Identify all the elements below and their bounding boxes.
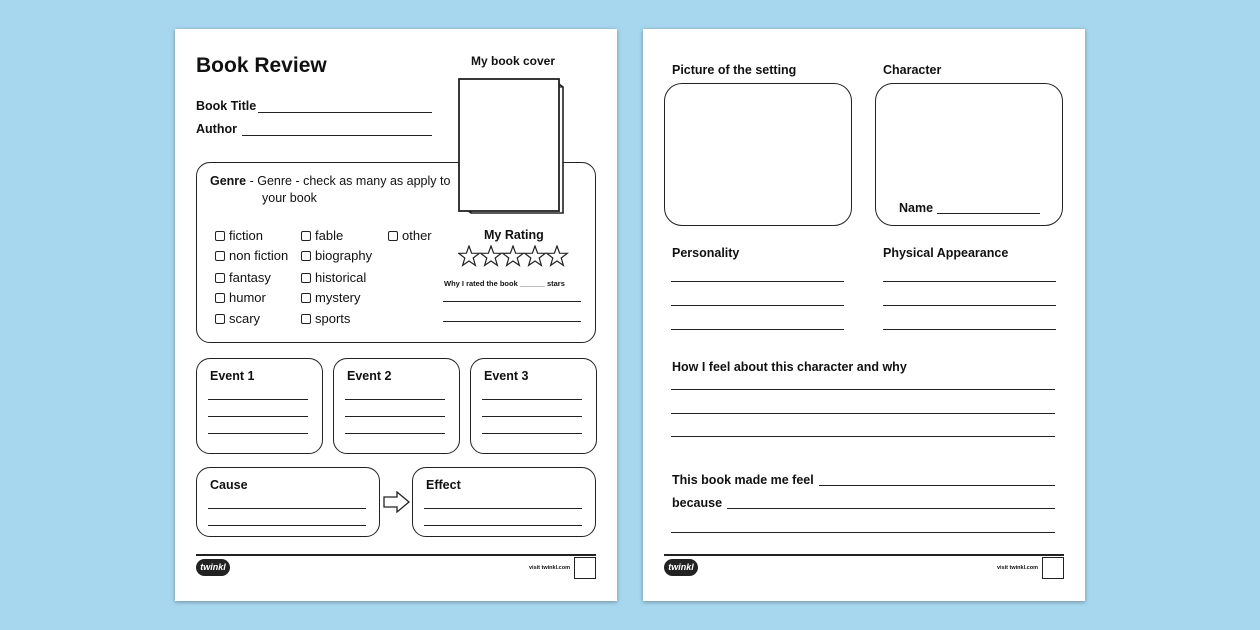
character-sheet [643,29,1085,601]
genre-heading-text: Genre - check as many as apply to [257,174,451,188]
star-outline-icon [459,246,480,265]
rating-prompt: Why I rated the book ______ stars [444,279,565,288]
effect-line[interactable] [424,508,582,509]
genre-fable[interactable] [301,228,343,243]
genre-fantasy[interactable] [215,270,271,285]
genre-fiction[interactable] [215,228,263,243]
appearance-label: Physical Appearance [883,246,1009,260]
event-1-line[interactable] [208,416,308,417]
genre-sports[interactable] [301,311,350,326]
appearance-line[interactable] [883,305,1056,306]
event-1-line[interactable] [208,399,308,400]
arrow-right-icon [383,491,411,513]
star-outline-icon [525,246,546,265]
because-line[interactable] [671,532,1055,533]
setting-label: Picture of the setting [672,63,797,77]
event-1-label: Event 1 [210,369,255,383]
event-2-line[interactable] [345,399,445,400]
cause-line[interactable] [208,508,366,509]
genre-label: sports [315,311,351,326]
event-3-label: Event 3 [484,369,529,383]
checkbox-icon[interactable] [215,273,225,283]
genre-label: fable [315,228,344,243]
feel-character-line[interactable] [671,389,1055,390]
checkbox-icon[interactable] [301,273,311,283]
event-3-line[interactable] [482,433,582,434]
checkbox-icon[interactable] [388,231,398,241]
event-2-line[interactable] [345,433,445,434]
checkbox-icon[interactable] [301,293,311,303]
genre-biography[interactable] [301,248,372,263]
name-label: Name [899,201,934,215]
genre-label: fiction [229,228,263,243]
genre-label: other [402,228,432,243]
cause-line[interactable] [208,525,366,526]
genre-non-fiction[interactable] [215,248,288,263]
cause-label: Cause [210,478,248,492]
event-2-line[interactable] [345,416,445,417]
checkbox-icon[interactable] [215,314,225,324]
genre-historical[interactable] [301,270,366,285]
personality-line[interactable] [671,329,844,330]
star-outline-icon [547,246,568,265]
book-title-line[interactable] [258,112,432,113]
genre-label: non fiction [229,248,289,263]
effect-label: Effect [426,478,461,492]
visit-twinkl-text: visit twinkl.com [529,565,570,571]
checkbox-icon[interactable] [215,251,225,261]
event-3-line[interactable] [482,399,582,400]
twinkl-logo: twinkl [196,559,230,576]
genre-heading: Genre - Genre - check as many as apply to [210,174,451,188]
cover-label: My book cover [471,54,556,68]
genre-label: biography [315,248,373,263]
twinkl-logo: twinkl [664,559,698,576]
twinkl-badge-icon [574,557,596,579]
genre-humor[interactable] [215,290,266,305]
checkbox-icon[interactable] [301,251,311,261]
book-title-label: Book Title [196,99,257,113]
genre-label: humor [229,290,266,305]
effect-line[interactable] [424,525,582,526]
event-1-line[interactable] [208,433,308,434]
genre-label: historical [315,270,367,285]
made-me-feel-label: This book made me feel [672,473,814,487]
book-cover-icon[interactable] [457,77,573,217]
checkbox-icon[interactable] [301,231,311,241]
setting-picture-box[interactable] [664,83,852,226]
checkbox-icon[interactable] [215,231,225,241]
appearance-line[interactable] [883,329,1056,330]
rating-line[interactable] [443,301,581,302]
genre-scary[interactable] [215,311,260,326]
checkbox-icon[interactable] [301,314,311,324]
twinkl-badge-icon [1042,557,1064,579]
author-line[interactable] [242,135,432,136]
footer-divider [196,554,596,556]
genre-other[interactable] [388,228,432,243]
event-2-label: Event 2 [347,369,392,383]
feel-character-label: How I feel about this character and why [672,360,907,374]
page-title: Book Review [196,54,327,77]
genre-heading-cont: your book [262,191,317,205]
appearance-line[interactable] [883,281,1056,282]
personality-line[interactable] [671,305,844,306]
rating-label: My Rating [484,228,544,242]
because-line[interactable] [727,508,1055,509]
personality-label: Personality [672,246,740,260]
rating-line[interactable] [443,321,581,322]
author-label: Author [196,122,237,136]
personality-line[interactable] [671,281,844,282]
genre-label: scary [229,311,261,326]
feel-character-line[interactable] [671,413,1055,414]
genre-label: mystery [315,290,361,305]
book-review-sheet [175,29,617,601]
visit-twinkl-text: visit twinkl.com [997,565,1038,571]
made-me-feel-line[interactable] [819,485,1055,486]
footer-divider [664,554,1064,556]
star-outline-icon [481,246,502,265]
star-outline-icon [503,246,524,265]
event-3-line[interactable] [482,416,582,417]
because-label: because [672,496,723,510]
genre-mystery[interactable] [301,290,361,305]
feel-character-line[interactable] [671,436,1055,437]
character-label: Character [883,63,942,77]
genre-label: fantasy [229,270,271,285]
checkbox-icon[interactable] [215,293,225,303]
star-rating[interactable] [458,245,570,269]
name-line[interactable] [937,213,1040,214]
